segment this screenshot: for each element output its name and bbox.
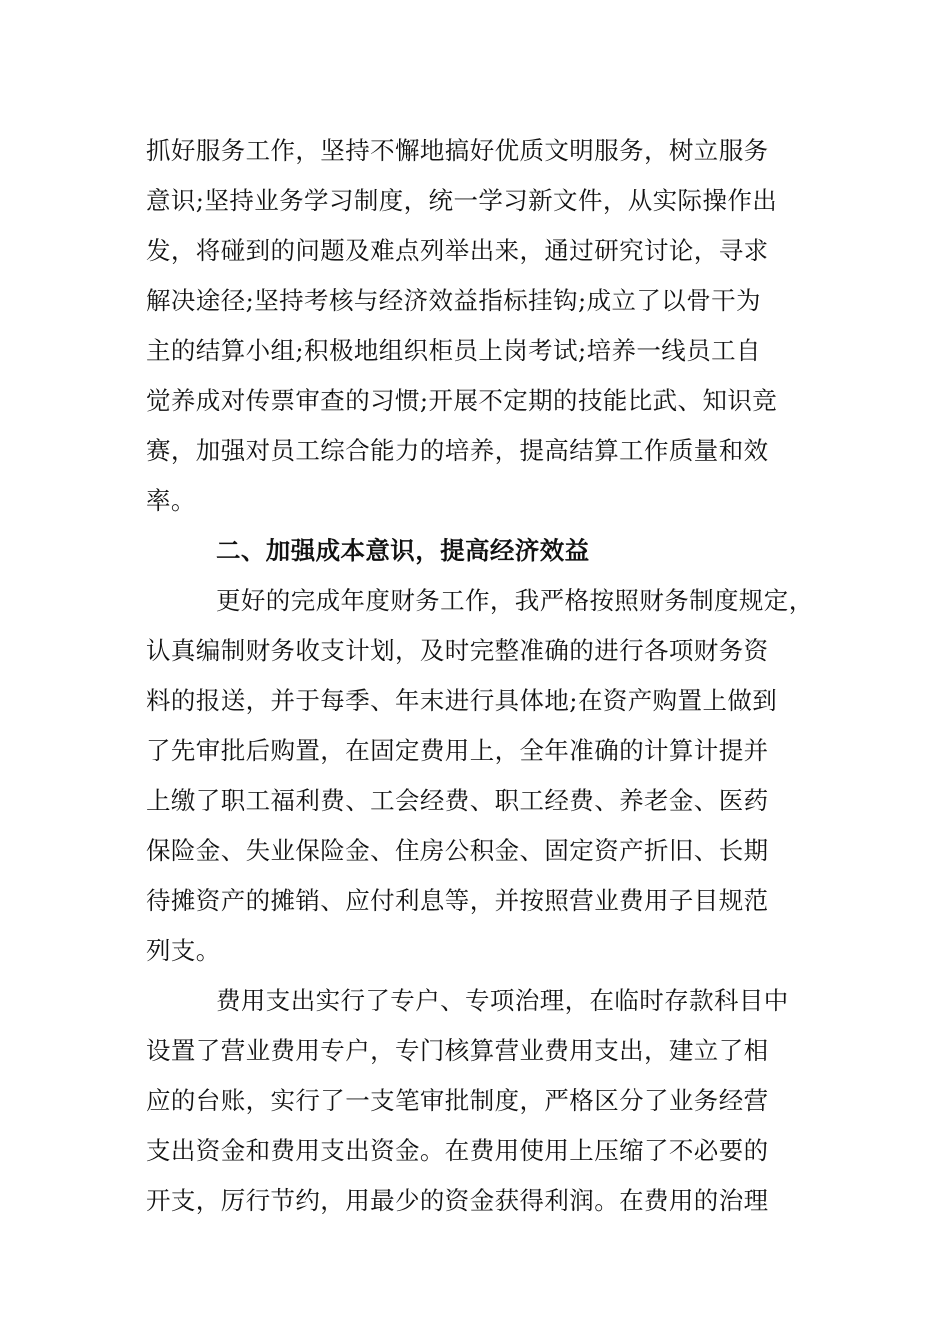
text-line: 赛，加强对员工综合能力的培养，提高结算工作质量和效 bbox=[146, 436, 769, 465]
text-line: 抓好服务工作，坚持不懈地搞好优质文明服务，树立服务 bbox=[146, 136, 769, 165]
text-line: 待摊资产的摊销、应付利息等，并按照营业费用子目规范 bbox=[146, 886, 769, 915]
text-line: 支出资金和费用支出资金。在费用使用上压缩了不必要的 bbox=[146, 1136, 769, 1165]
text-line: 费用支出实行了专户、专项治理，在临时存款科目中 bbox=[216, 986, 789, 1015]
section-heading: 二、加强成本意识，提高经济效益 bbox=[216, 536, 590, 565]
text-line: 解决途径;坚持考核与经济效益指标挂钩;成立了以骨干为 bbox=[146, 286, 761, 315]
text-line: 设置了营业费用专户，专门核算营业费用支出，建立了相 bbox=[146, 1036, 769, 1065]
text-line: 率。 bbox=[146, 486, 196, 515]
text-line: 觉养成对传票审查的习惯;开展不定期的技能比武、知识竞 bbox=[146, 386, 778, 415]
text-line: 更好的完成年度财务工作，我严格按照财务制度规定， bbox=[216, 586, 814, 615]
text-line: 保险金、失业保险金、住房公积金、固定资产折旧、长期 bbox=[146, 836, 769, 865]
text-line: 意识;坚持业务学习制度，统一学习新文件，从实际操作出 bbox=[146, 186, 778, 215]
text-line: 列支。 bbox=[146, 936, 221, 965]
text-line: 认真编制财务收支计划，及时完整准确的进行各项财务资 bbox=[146, 636, 769, 665]
text-line: 了先审批后购置，在固定费用上，全年准确的计算计提并 bbox=[146, 736, 769, 765]
text-line: 应的台账，实行了一支笔审批制度，严格区分了业务经营 bbox=[146, 1086, 769, 1115]
text-line: 上缴了职工福利费、工会经费、职工经费、养老金、医药 bbox=[146, 786, 769, 815]
text-line: 开支，厉行节约，用最少的资金获得利润。在费用的治理 bbox=[146, 1186, 769, 1215]
text-line: 主的结算小组;积极地组织柜员上岗考试;培养一线员工自 bbox=[146, 336, 761, 365]
text-line: 发，将碰到的问题及难点列举出来，通过研究讨论，寻求 bbox=[146, 236, 769, 265]
text-line: 料的报送，并于每季、年末进行具体地;在资产购置上做到 bbox=[146, 686, 778, 715]
